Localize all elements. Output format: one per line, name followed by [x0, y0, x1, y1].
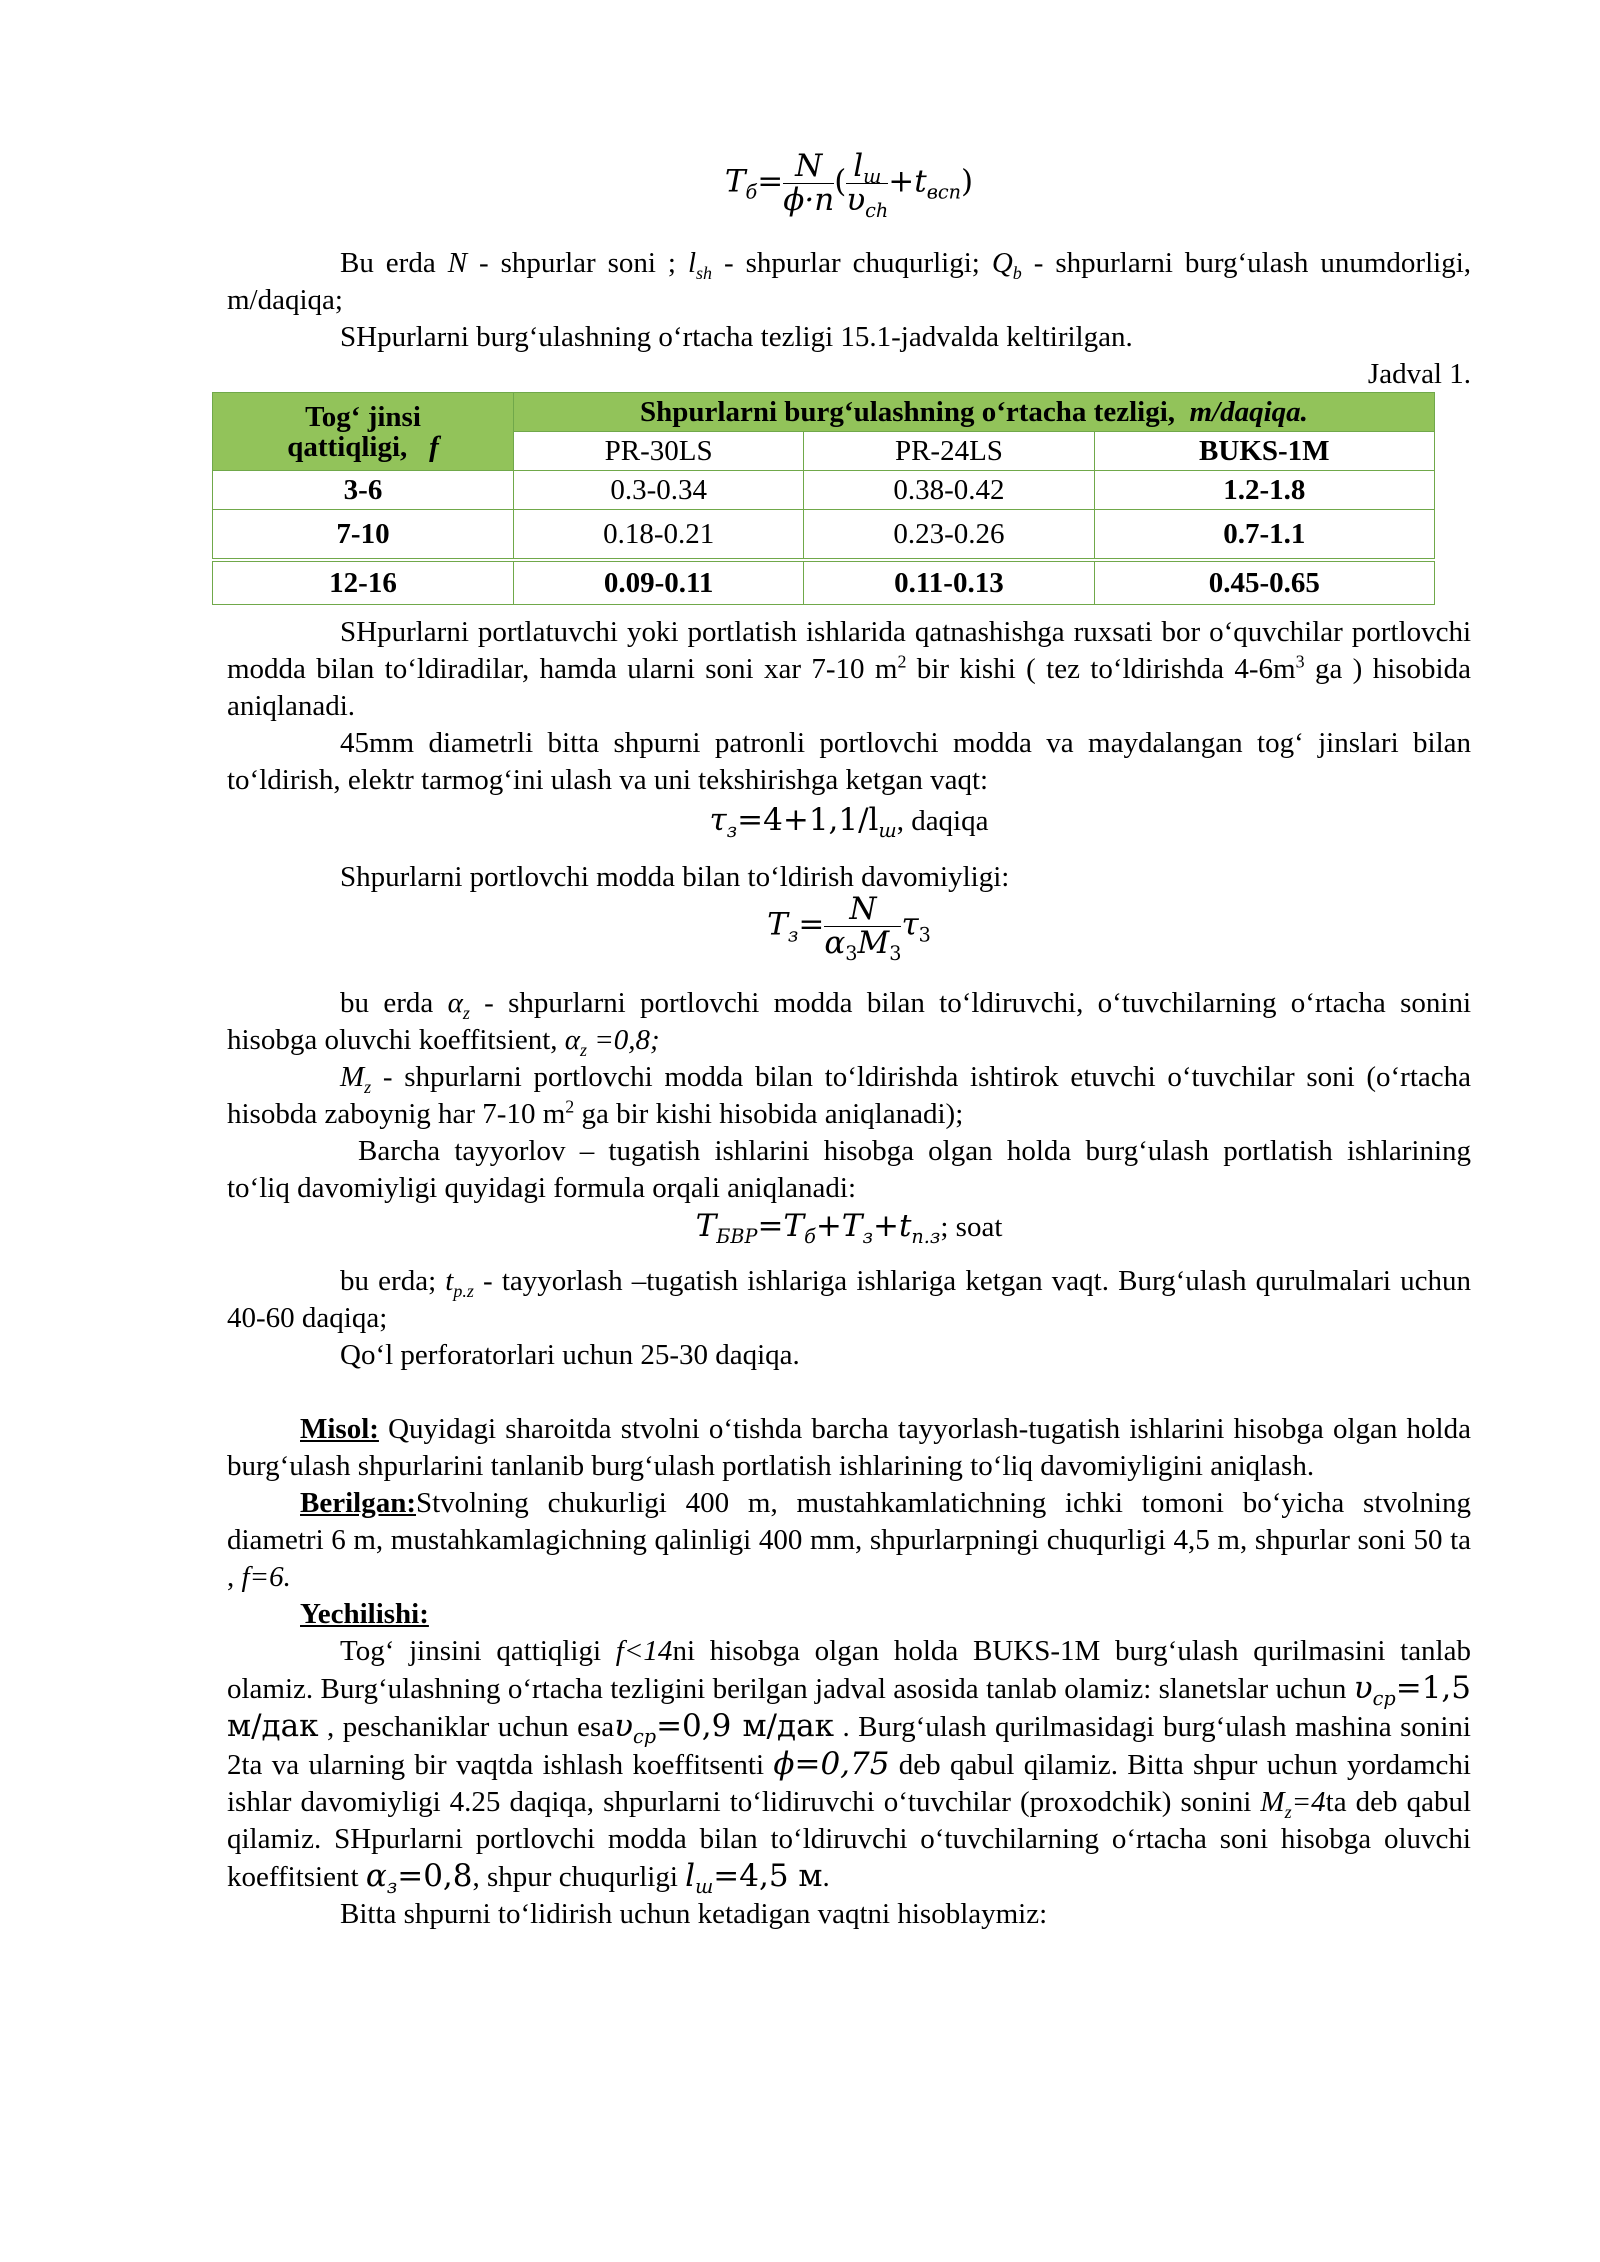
formula-tbvr: $T_{БВР}=T_б+T_з+t_{п.з}$; soat: [695, 1208, 1003, 1249]
paragraph-table-ref: SHpurlarni burg‘ulashning o‘rtacha tezligi 15.1-jadvalda keltirilgan.: [340, 321, 1133, 353]
table-row: 7-10 0.18-0.21 0.23-0.26 0.7-1.1: [213, 510, 1435, 561]
paragraph-time: 45mm diametrli bitta shpurni patronli portlovchi modda va maydalangan tog‘ jinslari bilan to‘ldirish, elektr tarmog‘ini ulash va uni tekshirishga ketgan vaqt:: [227, 727, 1471, 796]
table-header-machine: PR-24LS: [804, 432, 1094, 471]
table-row: 3-6 0.3-0.34 0.38-0.42 1.2-1.8: [213, 471, 1435, 510]
table-header-machine: PR-30LS: [514, 432, 804, 471]
formula-tau: $\tau_з=4+1,1/l_ш$, daqiqa: [709, 802, 989, 843]
heading-yechilishi: Yechilishi:: [300, 1598, 429, 1630]
paragraph-definitions: Bu erda N - shpurlar soni ; $l_{sh}$ - shpurlar chuqurligi; $Q_b$ - shpurlarni burg‘ulash unumdorligi, m/daqiqa;: [227, 247, 1471, 316]
table-caption: Jadval 1.: [1367, 358, 1471, 390]
paragraph-total: Barcha tayyorlov – tugatish ishlarini hisobga olgan holda burg‘ulash portlatish ishlarining to‘liq davomiyligi quyidagi formula orqali aniqlanadi:: [227, 1135, 1471, 1204]
table-header-hardness: Tog‘ jinsi qattiqligi, f: [213, 393, 514, 471]
formula-tb: $T_б=$ $\frac{N}{\phi\cdot n}$ ( $l_ш$ $\upsilon_{ch}$ $+t_{всп}$): [724, 148, 974, 222]
paragraph-berilgan: Berilgan:Stvolning chukurligi 400 m, mustahkamlatichning ichki tomoni bo‘yicha stvolning diametri 6 m, mustahkamlagichning qalinligi 400 mm, shpurlarpningi chuqurligi 4,5 m, shpurlar soni 50 ta , f=6.: [227, 1487, 1471, 1593]
paragraph-tpz: bu erda; $t_{p.z}$ - tayyorlash –tugatish ishlariga ishlariga ketgan vaqt. Burg‘ulash qurulmalari uchun 40-60 daqiqa;: [227, 1265, 1471, 1334]
speed-table: [212, 392, 1435, 605]
paragraph-mz: $M_z$ - shpurlarni portlovchi modda bilan to‘ldirishda ishtirok etuvchi o‘tuvchilar soni (o‘rtacha hisobda zaboynig har 7-10 $m^2$ ga bir kishi hisobida aniqlanadi);: [227, 1061, 1471, 1130]
paragraph-loading: SHpurlarni portlatuvchi yoki portlatish ishlarida qatnashishga ruxsati bor o‘quvchilar portlovchi modda bilan to‘ldiradilar, hamda ularni soni xar 7-10 $m^2$ bir kishi ( tez to‘ldirishda $4-6m^3$ ga ) hisobida aniqlanadi.: [227, 616, 1471, 722]
table-header-machine: BUKS-1M: [1094, 432, 1434, 471]
formula-tz: $T_з=$ $\frac{N}{\alpha_3M_3}$ $\tau_3$: [767, 891, 931, 965]
paragraph-alpha: bu erda $\alpha_z$ - shpurlarni portlovchi modda bilan to‘ldiruvchi, o‘tuvchilarning o‘rtacha sonini hisobga oluvchi koeffitsient, $\alpha_z =0,8$;: [227, 987, 1471, 1060]
paragraph-next-step: Bitta shpurni to‘lidirish uchun ketadigan vaqtni hisoblaymiz:: [340, 1898, 1048, 1930]
table-row: 12-16 0.09-0.11 0.11-0.13 0.45-0.65: [213, 560, 1435, 605]
paragraph-perforators: Qo‘l perforatorlari uchun 25-30 daqiqa.: [340, 1339, 800, 1371]
paragraph-duration: Shpurlarni portlovchi modda bilan to‘ldirish davomiyligi:: [340, 861, 1010, 893]
paragraph-solution: Tog‘ jinsini qattiqligi f<14ni hisobga olgan holda BUKS-1M burg‘ulash qurilmasini tanlab olamiz. Burg‘ulashning o‘rtacha tezligini berilgan jadval asosida tanlab olamiz: slanetslar uchun $\upsilon_{ср}=1,5$ м/дак , peschaniklar uchun esaυ$_{ср}$=0,9 м/дак . Burg‘ulash qurilmasidagi burg‘ulash mashina sonini 2ta va ularning bir vaqtda ishlash koeffitsenti ϕ=0,75 deb qabul qilamiz. Bitta shpur uchun yordamchi ishlar davomiyligi 4.25 daqiqa, shpurlarni to‘lidiruvchi o‘tuvchilar (proxodchik) sonini $M_z=4ta$ deb qabul qilamiz. SHpurlarni portlovchi modda bilan to‘ldiruvchi o‘tuvchilarning o‘rtacha soni hisobga oluvchi koeffitsient $\alpha_з=0,8$, shpur chuqurligi $l_ш=4,5$ м.: [227, 1635, 1471, 1899]
table-header-speed: Shpurlarni burg‘ulashning o‘rtacha tezligi, m/daqiqa.: [514, 393, 1435, 432]
paragraph-misol: Misol: Quyidagi sharoitda stvolni o‘tishda barcha tayyorlash-tugatish ishlarini hisobga olgan holda burg‘ulash shpurlarini tanlanib burg‘ulash portlatish ishlarining to‘liq davomiyligini aniqlash.: [227, 1413, 1471, 1482]
